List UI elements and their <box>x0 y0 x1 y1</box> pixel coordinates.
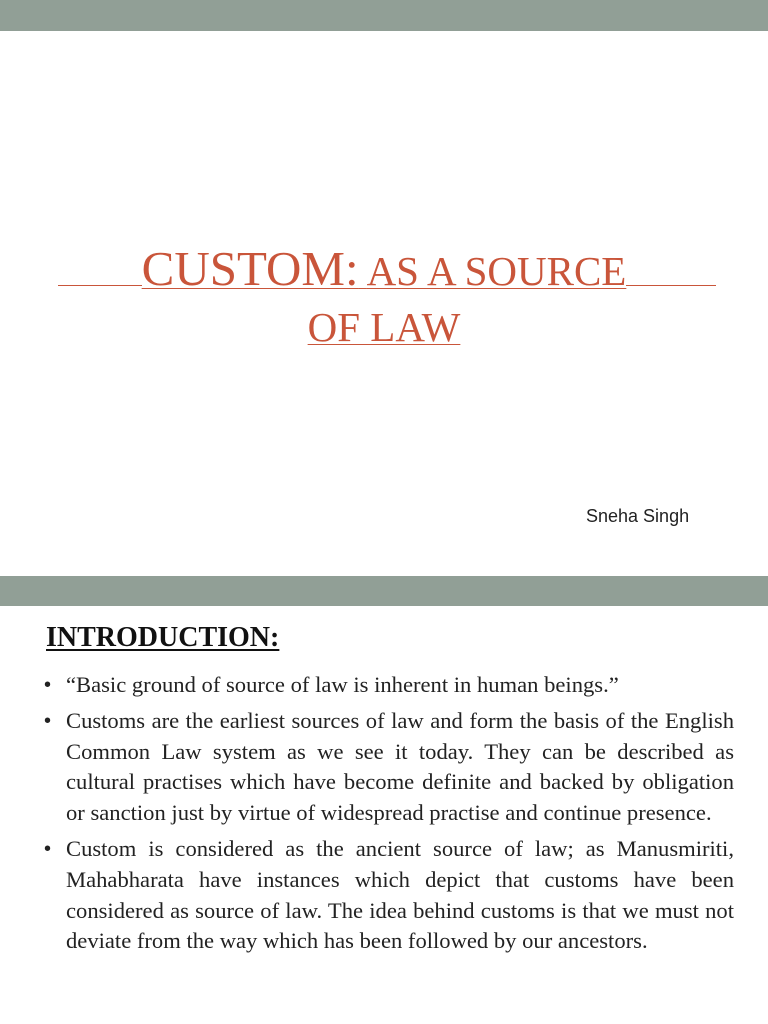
bullet-dot-icon: • <box>44 837 52 860</box>
introduction-heading: INTRODUCTION: <box>46 622 280 653</box>
slide-title-line-1 <box>0 240 768 297</box>
title-custom: CUSTOM: <box>141 241 359 296</box>
bullet-text: “Basic ground of source of law is inherent in human beings.” <box>66 672 619 697</box>
bullet-list <box>44 670 734 962</box>
title-as-a-source: AS A SOURCE <box>366 248 627 294</box>
bullet-item <box>44 706 734 829</box>
top-decorative-band <box>0 0 768 31</box>
bullet-dot-icon: • <box>44 674 52 696</box>
bullet-item <box>44 834 734 957</box>
bullet-item <box>44 670 734 701</box>
slide-title-line-2 <box>0 303 768 351</box>
bullet-text: Custom is considered as the ancient source of law; as Manusmiriti, Mahabharata have instances which depict that customs have been considered as source of law. The idea behind customs is that we must not deviate from the way which has been followed by our ancestors. <box>66 835 734 954</box>
title-of-law: OF LAW <box>307 304 461 350</box>
slide-divider-band <box>0 576 768 606</box>
bullet-text: Customs are the earliest sources of law and form the basis of the English Common Law system as we see it today. They can be described as cultural practises which have become definite and backed by obligation or sanction just by virtue of widespread practise and continue presence. <box>66 707 734 826</box>
author-name: Sneha Singh <box>586 506 690 526</box>
bullet-dot-icon: • <box>44 709 52 732</box>
